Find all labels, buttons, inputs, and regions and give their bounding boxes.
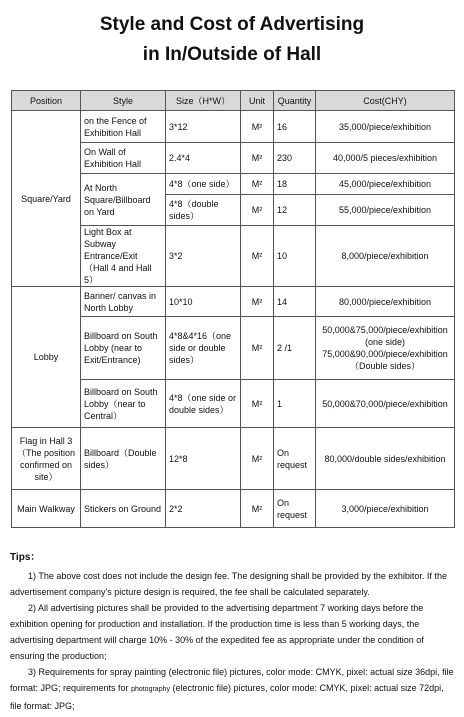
cost-cell: 50,000&75,000/piece/exhibition (one side) 75,000&90,000/piece/exhibition（Double sides） bbox=[316, 317, 455, 380]
size-cell: 3*2 bbox=[166, 226, 241, 287]
size-cell: 4*8&4*16（one side or double sides） bbox=[166, 317, 241, 380]
document-title-line2: in In/Outside of Hall bbox=[142, 44, 322, 65]
quantity-cell: 18 bbox=[274, 174, 316, 195]
unit-cell: M² bbox=[241, 174, 274, 195]
header-cost: Cost(CHY) bbox=[316, 91, 455, 111]
header-quantity: Quantity bbox=[274, 91, 316, 111]
size-cell: 4*8（one side） bbox=[166, 174, 241, 195]
unit-cell: M² bbox=[241, 111, 274, 143]
quantity-cell: 230 bbox=[274, 143, 316, 174]
unit-cell: M² bbox=[241, 287, 274, 317]
table-header-row bbox=[12, 91, 455, 111]
style-cell: At North Square/Billboard on Yard bbox=[81, 174, 166, 226]
quantity-cell: On request bbox=[274, 490, 316, 528]
unit-cell: M² bbox=[241, 428, 274, 490]
tip-3-small-word: photography bbox=[131, 686, 170, 693]
table-row bbox=[12, 490, 455, 528]
size-cell: 10*10 bbox=[166, 287, 241, 317]
table-row bbox=[12, 428, 455, 490]
unit-cell: M² bbox=[241, 143, 274, 174]
style-cell: Stickers on Ground bbox=[81, 490, 166, 528]
position-cell: Flag in Hall 3（The position confirmed on site） bbox=[12, 428, 81, 490]
tip-2: 2) All advertising pictures shall be provided to the advertising department 7 working days before the exhibition opening for production and installation. If the production time is less than 5 working days, the advertising department will charge 10% - 30% of the expedited fee as appropriate under the condition of ensuring the production; bbox=[10, 603, 424, 661]
cost-cell: 3,000/piece/exhibition bbox=[316, 490, 455, 528]
style-cell: Banner/ canvas in North Lobby bbox=[81, 287, 166, 317]
tip-3 bbox=[10, 664, 456, 714]
cost-cell: 35,000/piece/exhibition bbox=[316, 111, 455, 143]
style-cell: on the Fence of Exhibition Hall bbox=[81, 111, 166, 143]
table-row bbox=[12, 111, 455, 143]
size-cell: 4*8（one side or double sides） bbox=[166, 380, 241, 428]
tip-3-part-b: (electronic file) pictures, color mode: CMYK, pixel: actual size 72dpi, file format: JPG; bbox=[10, 683, 444, 711]
size-cell: 12*8 bbox=[166, 428, 241, 490]
cost-cell: 50,000&70,000/piece/exhibition bbox=[316, 380, 455, 428]
position-cell: Lobby bbox=[12, 287, 81, 428]
quantity-cell: 16 bbox=[274, 111, 316, 143]
cost-cell: 45,000/piece/exhibition bbox=[316, 174, 455, 195]
cost-cell: 80,000/double sides/exhibition bbox=[316, 428, 455, 490]
table-row bbox=[12, 287, 455, 317]
cost-cell: 80,000/piece/exhibition bbox=[316, 287, 455, 317]
header-position: Position bbox=[12, 91, 81, 111]
style-cell: Light Box at Subway Entrance/Exit（Hall 4 and Hall 5） bbox=[81, 226, 166, 287]
style-cell: Billboard on South Lobby（near to Central） bbox=[81, 380, 166, 428]
quantity-cell: 1 bbox=[274, 380, 316, 428]
quantity-cell: 2 /1 bbox=[274, 317, 316, 380]
cost-cell: 40,000/5 pieces/exhibition bbox=[316, 143, 455, 174]
size-cell: 2.4*4 bbox=[166, 143, 241, 174]
style-cell: Billboard on South Lobby (near to Exit/Entrance) bbox=[81, 317, 166, 380]
quantity-cell: 12 bbox=[274, 195, 316, 226]
size-cell: 3*12 bbox=[166, 111, 241, 143]
cost-cell: 8,000/piece/exhibition bbox=[316, 226, 455, 287]
style-cell: On Wall of Exhibition Hall bbox=[81, 143, 166, 174]
quantity-cell: On request bbox=[274, 428, 316, 490]
position-cell: Main Walkway bbox=[12, 490, 81, 528]
tip-3-part-a: 3) Requirements for spray painting (electronic file) pictures, color mode: CMYK, pixel: actual size 36dpi, file format: JPG; requirements for bbox=[10, 667, 454, 693]
unit-cell: M² bbox=[241, 490, 274, 528]
quantity-cell: 14 bbox=[274, 287, 316, 317]
unit-cell: M² bbox=[241, 226, 274, 287]
document-title-line1: Style and Cost of Advertising bbox=[99, 14, 365, 35]
tip-1: 1) The above cost does not include the design fee. The designing shall be provided by the exhibitor. If the advertisement company's picture design is required, the fee shall be calculated separately. bbox=[10, 571, 447, 597]
quantity-cell: 10 bbox=[274, 226, 316, 287]
tips-title: Tips： bbox=[10, 552, 41, 563]
style-cell: Billboard（Double sides） bbox=[81, 428, 166, 490]
size-cell: 2*2 bbox=[166, 490, 241, 528]
unit-cell: M² bbox=[241, 195, 274, 226]
unit-cell: M² bbox=[241, 317, 274, 380]
tips-section bbox=[10, 550, 456, 714]
size-cell: 4*8（double sides） bbox=[166, 195, 241, 226]
position-cell: Square/Yard bbox=[12, 111, 81, 287]
cost-cell: 55,000/piece/exhibition bbox=[316, 195, 455, 226]
unit-cell: M² bbox=[241, 380, 274, 428]
header-size: Size（H*W） bbox=[166, 91, 241, 111]
advertising-table bbox=[11, 90, 455, 528]
header-style: Style bbox=[81, 91, 166, 111]
header-unit: Unit bbox=[241, 91, 274, 111]
